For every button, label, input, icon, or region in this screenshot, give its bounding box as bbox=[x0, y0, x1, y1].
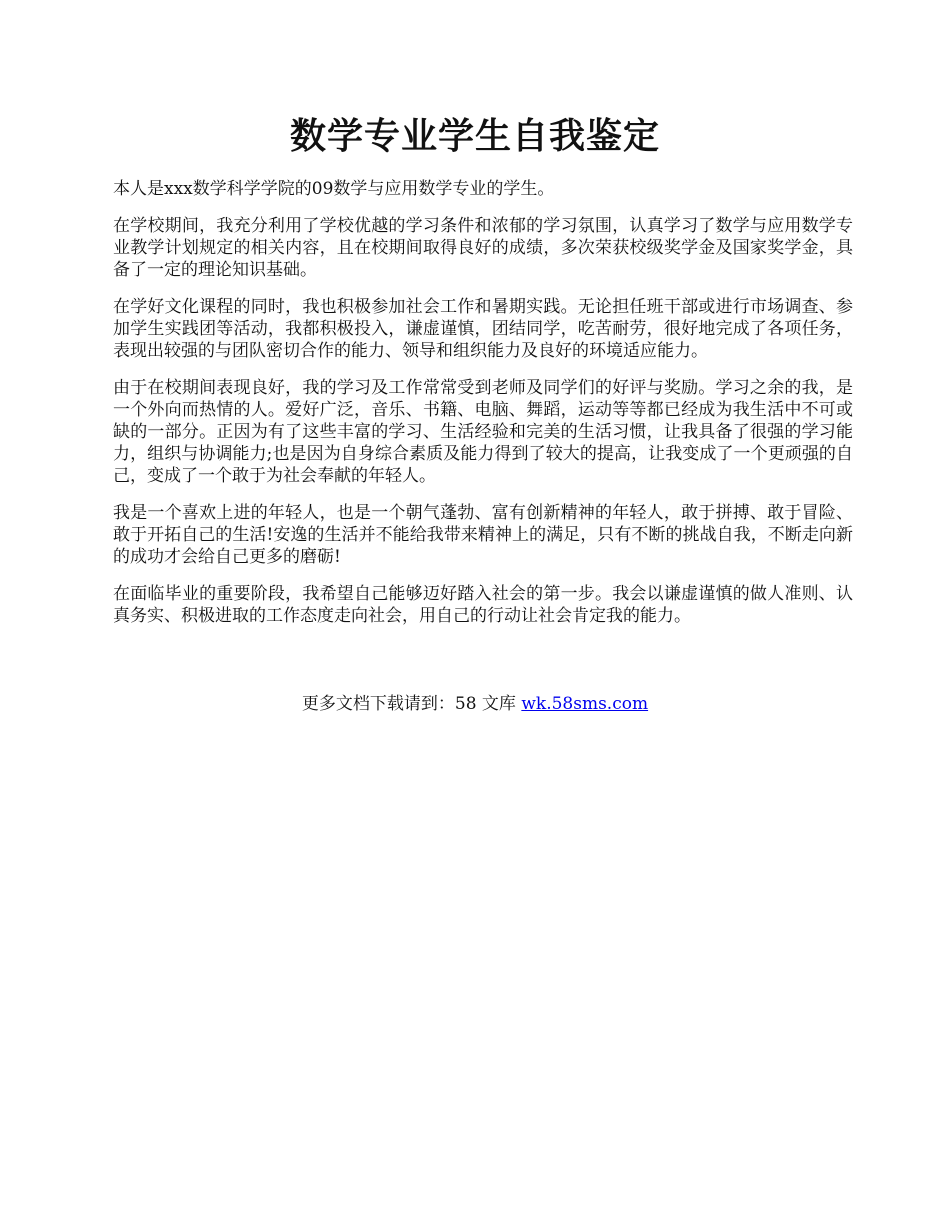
download-footer bbox=[0, 693, 950, 715]
document-body bbox=[113, 178, 853, 642]
paragraph-ambition: 我是一个喜欢上进的年轻人，也是一个朝气蓬勃、富有创新精神的年轻人，敢于拼搏、敢于冒险、敢于开拓自己的生活!安逸的生活并不能给我带来精神上的满足，只有不断的挑战自我，不断走向新的成功才会给自己更多的磨砺! bbox=[113, 503, 853, 567]
paragraph-activities: 在学好文化课程的同时，我也积极参加社会工作和暑期实践。无论担任班干部或进行市场调查、参加学生实践团等活动，我都积极投入，谦虚谨慎，团结同学，吃苦耐劳，很好地完成了各项任务，表现出较强的与团队密切合作的能力、领导和组织能力及良好的环境适应能力。 bbox=[113, 297, 853, 361]
document-title: 数学专业学生自我鉴定 bbox=[289, 115, 660, 157]
footer-text: 更多文档下载请到：58 文库 bbox=[301, 694, 522, 714]
footer-link[interactable]: wk.58sms.com bbox=[521, 694, 649, 714]
paragraph-personality: 由于在校期间表现良好，我的学习及工作常常受到老师及同学们的好评与奖励。学习之余的我，是一个外向而热情的人。爱好广泛，音乐、书籍、电脑、舞蹈，运动等等都已经成为我生活中不可或缺的一部分。正因为有了这些丰富的学习、生活经验和完美的生活习惯，让我具备了很强的学习能力，组织与协调能力;也是因为自身综合素质及能力得到了较大的提高，让我变成了一个更顽强的自己，变成了一个敢于为社会奉献的年轻人。 bbox=[113, 378, 853, 486]
paragraph-intro: 本人是xxx数学科学学院的09数学与应用数学专业的学生。 bbox=[113, 179, 555, 199]
paragraph-conclusion: 在面临毕业的重要阶段，我希望自己能够迈好踏入社会的第一步。我会以谦虚谨慎的做人准则、认真务实、积极进取的工作态度走向社会，用自己的行动让社会肯定我的能力。 bbox=[113, 584, 853, 626]
paragraph-study: 在学校期间，我充分利用了学校优越的学习条件和浓郁的学习氛围，认真学习了数学与应用数学专业教学计划规定的相关内容，且在校期间取得良好的成绩，多次荣获校级奖学金及国家奖学金，具备了一定的理论知识基础。 bbox=[113, 216, 853, 280]
